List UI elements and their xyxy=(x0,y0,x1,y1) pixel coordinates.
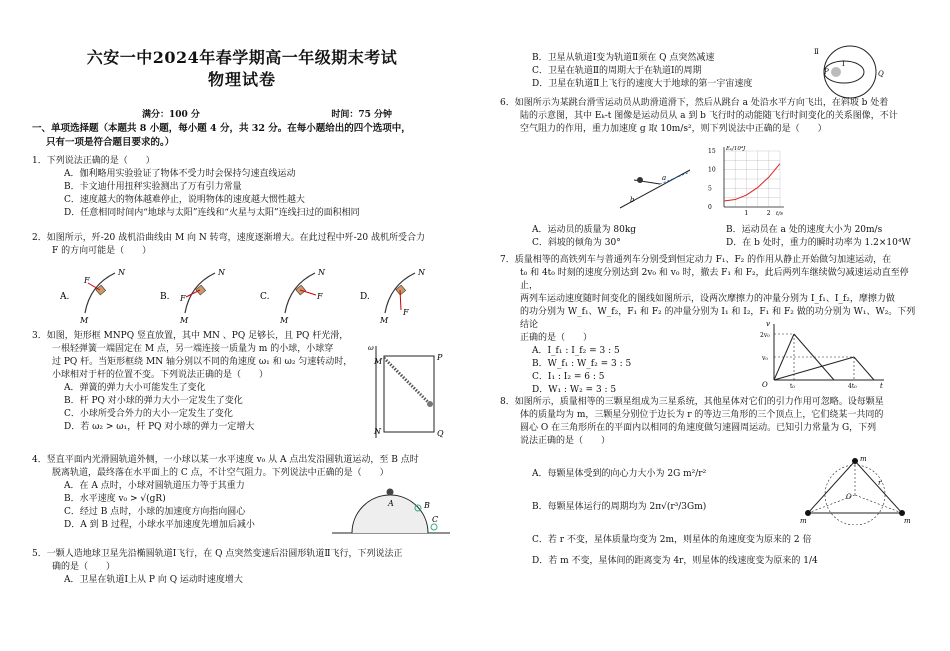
svg-text:F: F xyxy=(180,294,186,303)
x-tick-label: 1 xyxy=(744,210,749,217)
svg-text:v₀: v₀ xyxy=(762,355,768,362)
q6-stem-3: 空气阻力的作用，重力加速度 g 取 10m/s²，则下列说法中正确的是（ ） xyxy=(520,124,827,135)
y-tick-label: 10 xyxy=(708,166,716,174)
q5-option-d: D．卫星在轨道Ⅱ上飞行的速度大于地球的第一宇宙速度 xyxy=(532,79,753,90)
svg-text:A: A xyxy=(388,499,394,508)
q5-option-c: C．卫星在轨道Ⅱ的周期大于在轨道Ⅰ的周期 xyxy=(532,66,702,77)
svg-text:P: P xyxy=(824,68,829,76)
q2-option-d-figure xyxy=(360,268,426,325)
q7-stem-1: 7．质量相等的高铁列车与普通列车分别受到恒定动力 F₁、F₂ 的作用从静止开始做匀加速运动，在 xyxy=(500,255,892,265)
q6-option-d: D．在 b 处时，重力的瞬时功率为 1.2×10⁴W xyxy=(726,238,911,249)
q7-option-b: B．W_f₁ : W_f₂ = 3 : 5 xyxy=(532,359,632,370)
q1-option-a: A．伽利略用实验验证了物体不受力时会保持匀速直线运动 xyxy=(64,169,296,180)
svg-text:O: O xyxy=(762,381,768,388)
svg-text:ω: ω xyxy=(368,344,374,352)
q1-stem: 1．下列说法正确的是（ ） xyxy=(32,156,155,166)
q2-option-b-figure xyxy=(160,268,226,325)
q8-stem-4: 说法正确的是（ ） xyxy=(520,436,611,447)
exam-time: 时间：75 分钟 xyxy=(331,110,392,120)
svg-text:M: M xyxy=(180,316,189,325)
svg-text:a: a xyxy=(662,174,667,182)
y-tick-label: 0 xyxy=(708,204,712,211)
q4-stem-1: 4．竖直平面内光滑圆轨道外侧，一小球以某一水平速度 v₀ 从 A 点出发沿圆轨道运动，至 B 点时 xyxy=(32,455,419,465)
q7-stem-2: t₀ 和 4t₀ 时刻的速度分别达到 2v₀ 和 v₀ 时，撤去 F₁ 和 F₂，此后两列车继续做匀减速运动直至停止， xyxy=(520,268,909,292)
q6-option-c: C．斜坡的倾角为 30° xyxy=(532,238,621,249)
q4-option-a: A．在 A 点时，小球对圆轨道压力等于其重力 xyxy=(64,481,245,492)
question-3 xyxy=(32,330,372,434)
q5-figure xyxy=(810,44,890,100)
svg-text:N: N xyxy=(318,268,325,277)
y-tick-label: 15 xyxy=(708,148,716,155)
q7-option-c: C．I₁ : I₂ = 6 : 5 xyxy=(532,372,605,383)
full-score: 满分：100 分 xyxy=(142,110,200,120)
q3-stem-2: 一根轻弹簧一端固定在 M 点，另一端连接一质量为 m 的小球，小球穿 xyxy=(52,344,334,355)
q8-option-a: A．每颗星体受到的向心力大小为 2G m²/r² xyxy=(532,469,707,479)
question-5 xyxy=(32,548,452,587)
question-8-options xyxy=(500,468,820,568)
svg-text:Q: Q xyxy=(437,429,444,438)
q4-option-d: D．A 到 B 过程，小球水平加速度先增加后减小 xyxy=(64,520,255,531)
q8-stem-2: 体的质量均为 m，三颗星分别位于边长为 r 的等边三角形的三个顶点上，它们绕某一共同的 xyxy=(520,410,884,421)
question-2 xyxy=(32,232,452,258)
q4-figure xyxy=(332,478,452,538)
q4-option-b: B．水平速度 v₀ > √(gR) xyxy=(64,494,166,505)
q7-option-a: A．I_f₁ : I_f₂ = 3 : 5 xyxy=(532,346,620,357)
q2-stem-2: F 的方向可能是（ ） xyxy=(52,246,152,257)
q7-stem-4: 的功分别为 W_f₁、W_f₂，F₁ 和 F₂ 的冲量分别为 I₁ 和 I₂，F₁ 和 F₂ 做的功分别为 W₁、W₂。下列结论 xyxy=(520,307,916,331)
question-5-continued xyxy=(500,52,830,91)
svg-text:v: v xyxy=(766,320,770,328)
q8-option-d: D．若 m 不变，星体间的距离变为 4r，则星体的线速度变为原来的 1/4 xyxy=(532,556,818,567)
q8-stem-1: 8．如图所示，质量相等的三颗星组成为三星系统，其他星体对它们的引力作用可忽略。设每颗星 xyxy=(500,397,884,407)
svg-text:F: F xyxy=(84,276,90,285)
q7-stem-5: 正确的是（ ） xyxy=(520,333,593,344)
svg-text:M: M xyxy=(80,316,89,325)
q2-option-c-figure xyxy=(260,268,326,325)
svg-text:4t₀: 4t₀ xyxy=(848,383,857,388)
q7-option-d: D．W₁ : W₂ = 3 : 5 xyxy=(532,385,617,396)
svg-text:B: B xyxy=(424,501,430,510)
x-axis-label: t/s xyxy=(776,211,783,217)
svg-text:m: m xyxy=(860,455,867,463)
q2-option-a-figure xyxy=(60,268,126,325)
q6-slope-figure xyxy=(610,150,700,210)
q8-option-b: B．每颗星体运行的周期均为 2π√(r³/3Gm) xyxy=(532,502,707,513)
q3-figure xyxy=(362,342,452,442)
exam-subtitle: 物理试卷 xyxy=(207,70,276,89)
x-tick-label: 2 xyxy=(766,210,771,217)
svg-text:Ⅱ: Ⅱ xyxy=(814,48,819,56)
q7-vt-figure xyxy=(760,320,890,388)
svg-text:M: M xyxy=(280,316,289,325)
svg-text:2v₀: 2v₀ xyxy=(760,332,770,339)
y-tick-label: 5 xyxy=(708,185,712,193)
svg-text:N: N xyxy=(218,268,225,277)
q8-stem-3: 圆心 O 在三角形所在的平面内以相同的角速度做匀速圆周运动。已知引力常量为 G，下列 xyxy=(520,423,877,434)
q3-option-d: D．若 ω₂ > ω₁，杆 PQ 对小球的弹力一定增大 xyxy=(64,422,255,433)
q1-option-b: B．卡文迪什用扭秤实验测出了万有引力常量 xyxy=(64,182,242,193)
q6-option-a: A．运动员的质量为 80kg xyxy=(532,225,637,235)
q6-stem-1: 6．如图所示为某跳台滑雪运动员从助滑道滑下，然后从跳台 a 处沿水平方向飞出，在斜坡 b 处着 xyxy=(500,98,889,108)
svg-text:N: N xyxy=(374,427,381,436)
q5-stem-2: 确的是（ ） xyxy=(52,562,116,573)
svg-text:F: F xyxy=(317,292,323,301)
q7-stem-3: 两列车运动速度随时间变化的图线如图所示，设两次摩擦力的冲量分别为 I_f₁、I_f₂，摩擦力做 xyxy=(520,294,895,305)
svg-text:N: N xyxy=(418,268,425,277)
svg-text:r: r xyxy=(878,479,882,487)
svg-text:O: O xyxy=(846,493,852,501)
section-heading: 一、单项选择题（本题共 8 小题，每小题 4 分，共 32 分。在每小题给出的四个选项中， 只有一项是符合题目要求的。） xyxy=(32,123,411,149)
svg-text:m: m xyxy=(904,517,911,525)
q6-stem-2: 陆的示意图，其中 Eₖ-t 图像是运动员从 a 到 b 飞行时的动能随飞行时间变化的关系图像，不计 xyxy=(520,111,898,122)
question-6-options xyxy=(500,224,920,250)
exam-meta xyxy=(142,109,392,122)
svg-text:M: M xyxy=(380,316,389,325)
q3-option-b: B．杆 PQ 对小球的弹力大小一定发生了变化 xyxy=(64,396,243,407)
q6-ek-chart xyxy=(706,143,786,219)
q5-stem-1: 5．一颗人造地球卫星先沿椭圆轨道Ⅰ飞行，在 Q 点突然变速后沿圆形轨道Ⅱ飞行，下列说法正 xyxy=(32,549,403,559)
q3-stem-4: 小球相对于杆的位置不变。下列说法正确的是（ ） xyxy=(52,370,269,381)
svg-text:B.: B. xyxy=(160,292,170,302)
question-8 xyxy=(500,396,920,448)
svg-text:t₀: t₀ xyxy=(790,383,795,388)
q5-option-b: B．卫星从轨道Ⅰ变为轨道Ⅱ须在 Q 点突然减速 xyxy=(532,53,715,63)
q3-option-c: C．小球所受合外力的大小一定发生了变化 xyxy=(64,409,233,420)
q4-stem-2: 脱离轨道，最终落在水平面上的 C 点，不计空气阻力。下列说法中正确的是（ ） xyxy=(52,468,389,479)
q2-stem-1: 2．如图所示，歼-20 战机沿曲线由 M 向 N 转弯，速度逐渐增大。在此过程中歼-20 战机所受合力 xyxy=(32,233,425,243)
q5-option-a: A．卫星在轨道Ⅰ上从 P 向 Q 运动时速度增大 xyxy=(64,575,243,586)
svg-text:D.: D. xyxy=(360,292,370,302)
svg-text:t: t xyxy=(880,382,883,388)
q3-stem-3: 过 PQ 杆。当矩形框绕 MN 轴分别以不同的角速度 ω₁ 和 ω₂ 匀速转动时， xyxy=(52,357,353,368)
q3-stem-1: 3．如图，矩形框 MNPQ 竖直放置，其中 MN 、PQ 足够长，且 PQ 杆光滑， xyxy=(32,331,349,341)
q6-option-b: B．运动员在 a 处的速度大小为 20m/s xyxy=(726,225,883,235)
svg-text:C: C xyxy=(432,515,439,524)
q4-option-c: C．经过 B 点时，小球的加速度方向指向圆心 xyxy=(64,507,246,518)
q2-figure xyxy=(60,265,440,325)
svg-text:b: b xyxy=(630,196,635,204)
ek-curve xyxy=(724,164,780,201)
q1-option-c: C．速度越大的物体越难停止，说明物体的速度越大惯性越大 xyxy=(64,195,305,206)
svg-text:Q: Q xyxy=(878,70,884,78)
svg-text:C.: C. xyxy=(260,292,270,302)
svg-text:m: m xyxy=(800,517,807,525)
exam-title: 六安一中2024年春学期高一年级期末考试 xyxy=(86,48,398,67)
svg-text:M: M xyxy=(374,357,383,366)
y-axis-label: Eₖ/10⁴J xyxy=(726,146,746,152)
q1-option-d: D．任意相同时间内“地球与太阳”连线和“火星与太阳”连线扫过的面积相同 xyxy=(64,208,360,219)
svg-text:A.: A. xyxy=(60,292,70,302)
q8-option-c: C．若 r 不变，星体质量均变为 2m，则星体的角速度变为原来的 2 倍 xyxy=(532,535,812,546)
svg-text:P: P xyxy=(437,353,443,362)
q8-figure xyxy=(800,455,915,525)
question-1 xyxy=(32,155,452,220)
q3-option-a: A．弹簧的弹力大小可能发生了变化 xyxy=(64,383,206,394)
svg-text:N: N xyxy=(118,268,125,277)
question-6 xyxy=(500,97,920,136)
svg-text:Ⅰ: Ⅰ xyxy=(842,60,845,68)
svg-text:F: F xyxy=(403,308,409,317)
